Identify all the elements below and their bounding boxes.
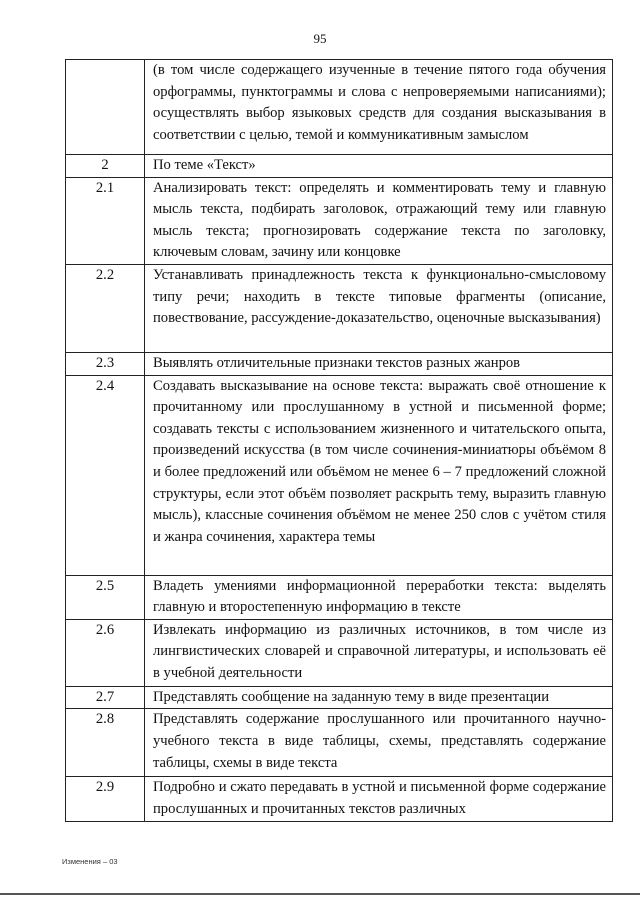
table-row <box>66 709 613 777</box>
table-row <box>66 686 613 709</box>
row-text: Представлять содержание прослушанного или прочитанного научно-учебного текста в виде таблицы, схемы, представлять содержание таблицы, схемы в виде текста <box>145 709 613 777</box>
table-row <box>66 575 613 619</box>
row-text: Владеть умениями информационной переработки текста: выделять главную и второстепенную информацию в тексте <box>145 575 613 619</box>
row-number: 2.4 <box>66 375 145 575</box>
row-number: 2.2 <box>66 264 145 352</box>
table-row <box>66 352 613 375</box>
row-number: 2.7 <box>66 686 145 709</box>
row-text: (в том числе содержащего изученные в течение пятого года обучения орфограммы, пунктограммы и слова с непроверяемыми написаниями); осуществлять выбор языковых средств для создания высказывания в соответствии с целью, темой и коммуникативным замыслом <box>145 60 613 155</box>
row-number: 2.5 <box>66 575 145 619</box>
row-number <box>66 60 145 155</box>
row-number: 2 <box>66 155 145 178</box>
row-text: Представлять сообщение на заданную тему в виде презентации <box>145 686 613 709</box>
table-row <box>66 155 613 178</box>
table-row <box>66 264 613 352</box>
row-number: 2.9 <box>66 777 145 822</box>
row-text: По теме «Текст» <box>145 155 613 178</box>
footer-revision-note: Изменения – 03 <box>62 857 118 866</box>
scan-edge-line <box>0 893 640 895</box>
row-text: Выявлять отличительные признаки текстов разных жанров <box>145 352 613 375</box>
table-row <box>66 619 613 686</box>
row-text: Анализировать текст: определять и комментировать тему и главную мысль текста, подбирать заголовок, отражающий тему или главную мысль текста; прогнозировать содержание текста по заголовку, ключевым словам, зачину или концовке <box>145 177 613 264</box>
row-number: 2.6 <box>66 619 145 686</box>
row-text: Подробно и сжато передавать в устной и письменной форме содержание прослушанных и прочитанных текстов различных <box>145 777 613 822</box>
row-text: Создавать высказывание на основе текста: выражать своё отношение к прочитанному или прослушанному в устной и письменной форме; создавать тексты с использованием жизненного и читательского опыта, произведений искусства (в том числе сочинения-миниатюры объёмом 8 и более предложений или объёмом не менее 6 – 7 предложений сложной структуры, если этот объём позволяет раскрыть тему, выразить главную мысль), классные сочинения объёмом не менее 250 слов с учётом стиля и жанра сочинения, характера темы <box>145 375 613 575</box>
row-number: 2.8 <box>66 709 145 777</box>
table-row <box>66 177 613 264</box>
page-number: 95 <box>313 31 327 46</box>
requirements-table <box>65 59 613 822</box>
row-number: 2.1 <box>66 177 145 264</box>
row-text: Устанавливать принадлежность текста к функционально-смысловому типу речи; находить в тексте типовые фрагменты (описание, повествование, рассуждение-доказательство, оценочные высказывания) <box>145 264 613 352</box>
table-row <box>66 777 613 822</box>
row-number: 2.3 <box>66 352 145 375</box>
row-text: Извлекать информацию из различных источников, в том числе из лингвистических словарей и справочной литературы, и использовать её в учебной деятельности <box>145 619 613 686</box>
table-row <box>66 60 613 155</box>
table-row <box>66 375 613 575</box>
